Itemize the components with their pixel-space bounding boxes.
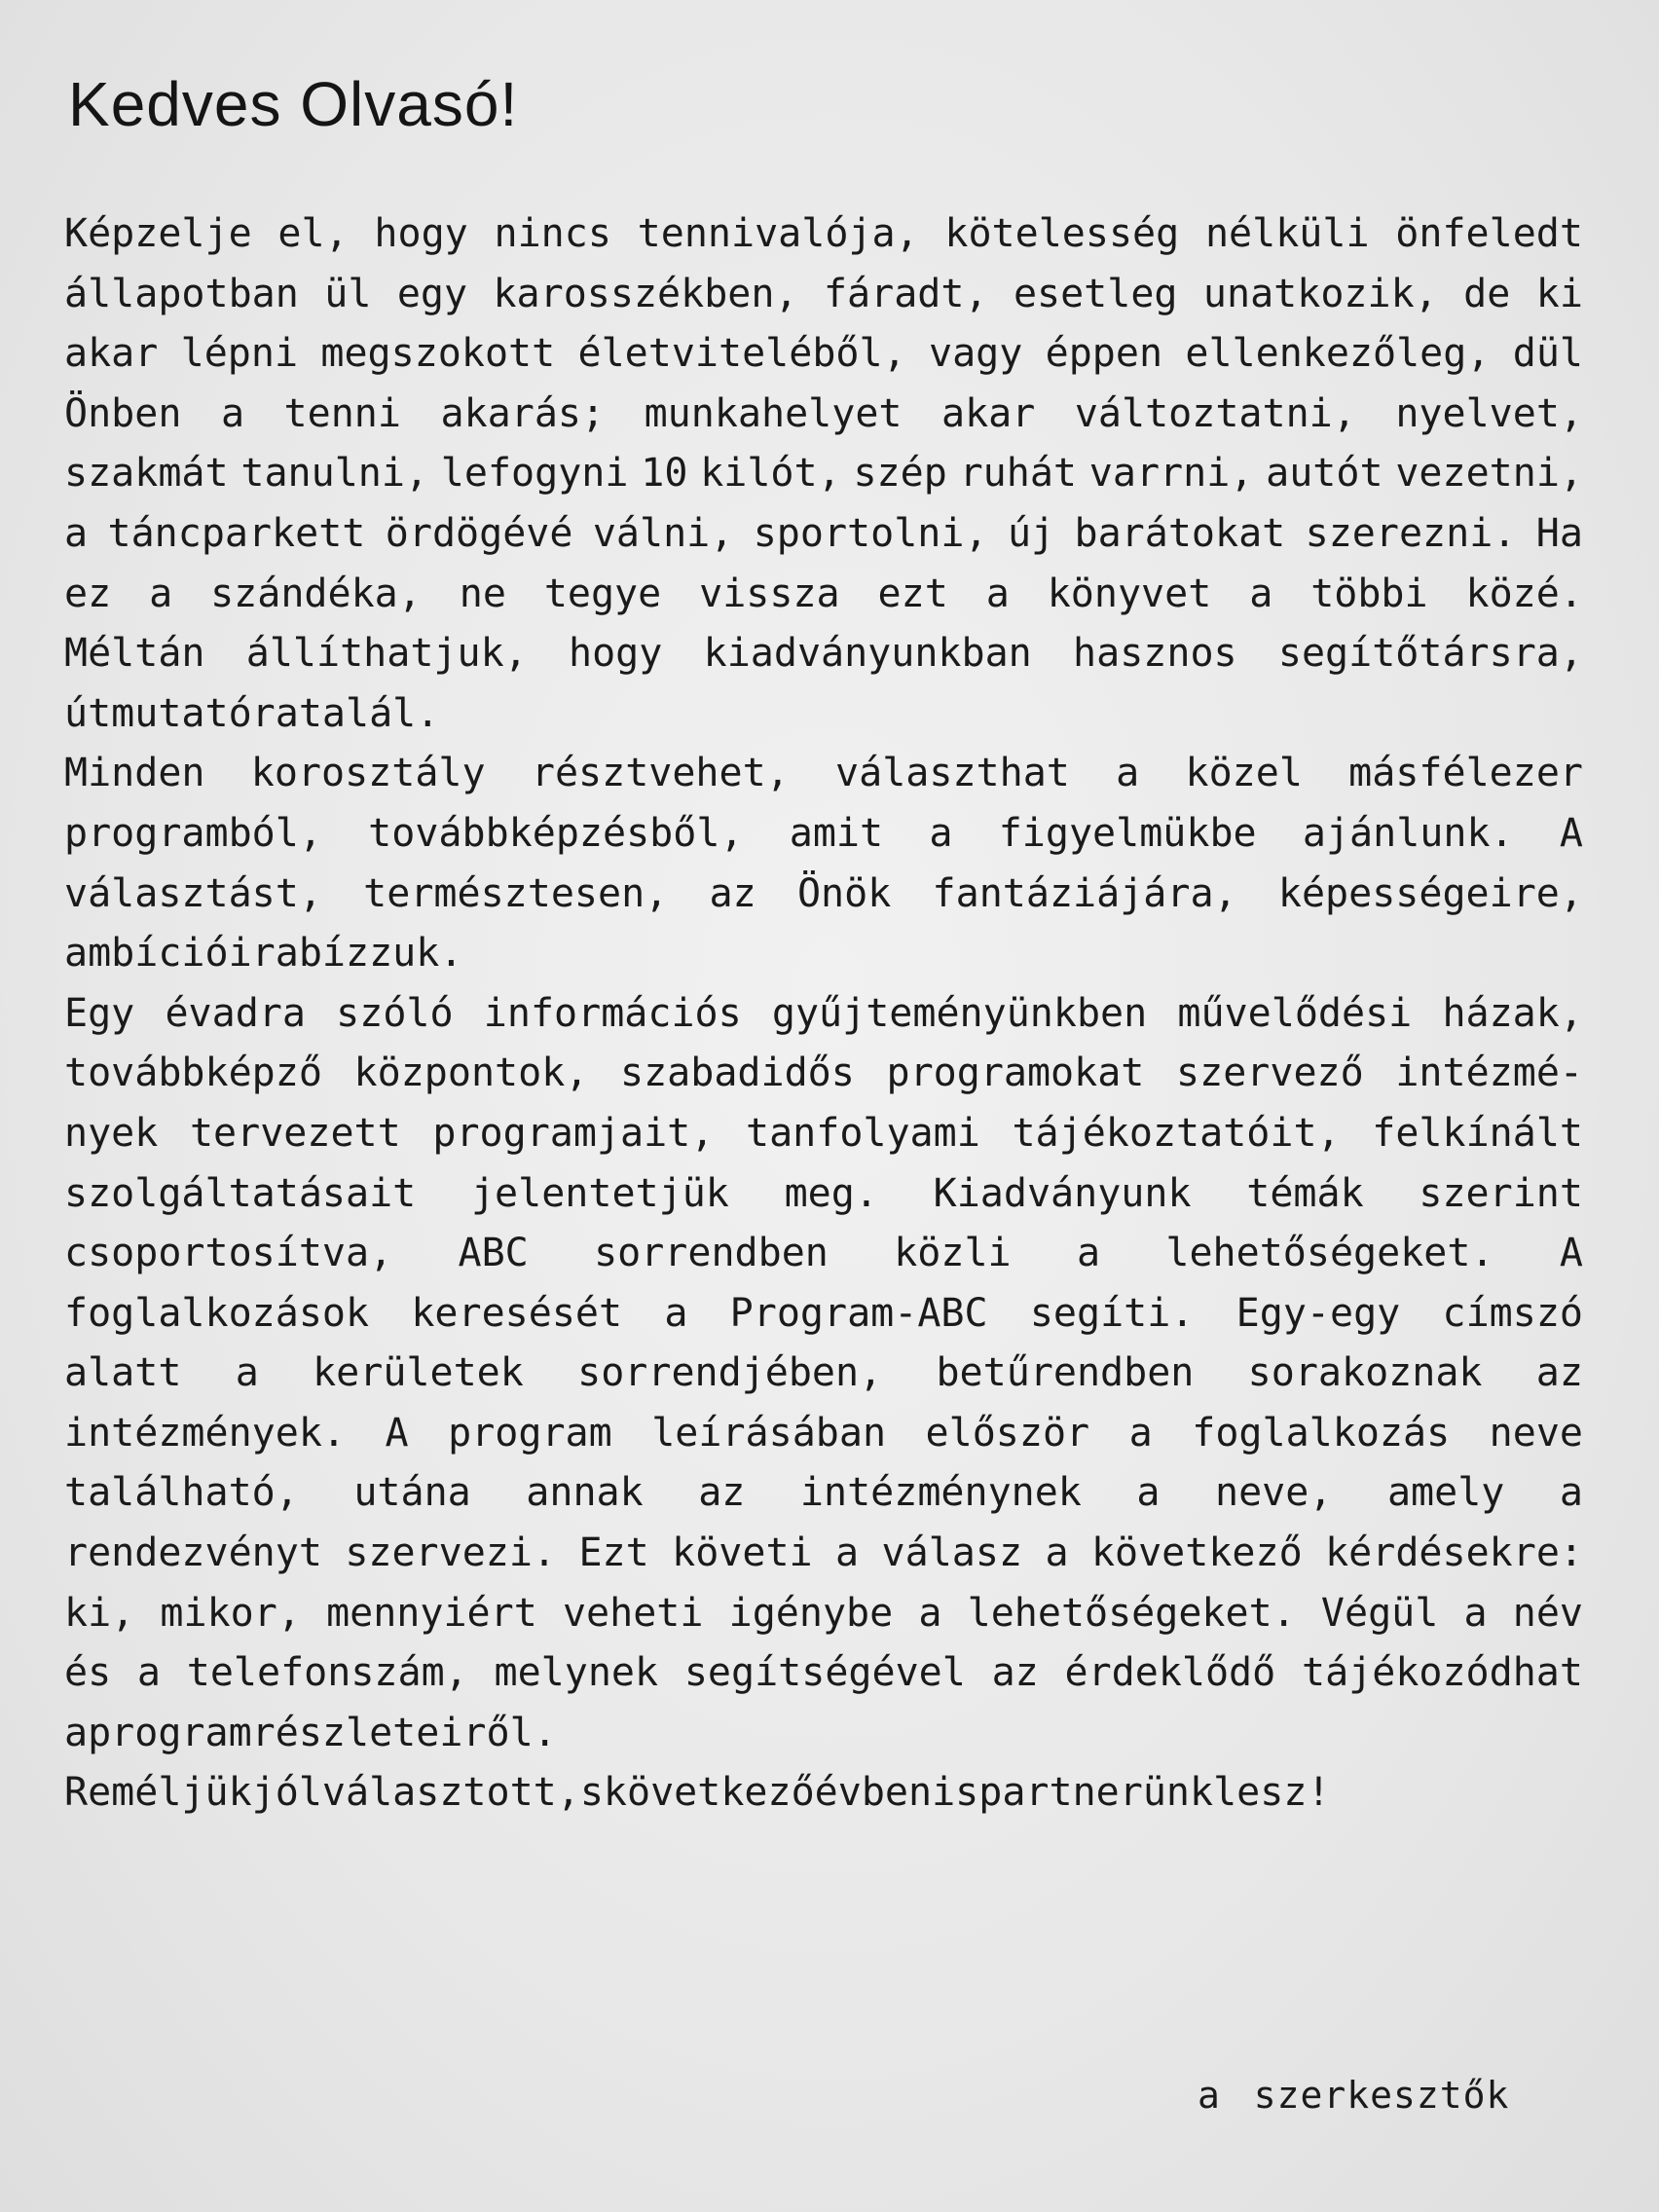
text-line: ez a szándéka, ne tegye vissza ezt a könyvet a többi közé. <box>64 571 1583 616</box>
text-line: a táncparkett ördögévé válni, sportolni, új barátokat szerezni. Ha <box>64 510 1583 556</box>
text-line: ki, mikor, mennyiért veheti igénybe a lehetőségeket. Végül a név <box>64 1590 1583 1636</box>
text-line: választást, természtesen, az Önök fantáziájára, képességeire, <box>64 870 1583 916</box>
text-line: Reméljük jól választott, s következő évben is partnerünk lesz ! <box>64 1770 1331 1816</box>
text-line: akar lépni megszokott életviteléből, vagy éppen ellenkezőleg, dül <box>64 331 1583 377</box>
text-line: szakmát tanulni, lefogyni 10 kilót, szép ruhát varrni, autót vezetni, <box>64 451 1583 497</box>
text-line: ambícióira bízzuk. <box>64 931 463 977</box>
text-line: Képzelje el, hogy nincs tennivalója, kötelesség nélküli önfeledt <box>64 211 1583 256</box>
text-line: foglalkozások keresését a Program-ABC segíti. Egy-egy címszó <box>64 1290 1583 1336</box>
text-line: Méltán állíthatjuk, hogy kiadványunkban hasznos segítőtársra, <box>64 631 1583 677</box>
text-line: útmutatóra talál. <box>64 690 440 736</box>
text-line: csoportosítva, ABC sorrendben közli a lehetőségeket. A <box>64 1231 1583 1276</box>
text-line: szolgáltatásait jelentetjük meg. Kiadványunk témák szerint <box>64 1170 1583 1216</box>
text-line: rendezvényt szervezi. Ezt követi a válasz a következő kérdésekre: <box>64 1530 1583 1576</box>
text-line: és a telefonszám, melynek segítségével az érdeklődő tájékozódhat <box>64 1650 1583 1696</box>
text-line: állapotban ül egy karosszékben, fáradt, esetleg unatkozik, de ki <box>64 271 1583 316</box>
text-line: programból, továbbképzésből, amit a figyelmükbe ajánlunk. A <box>64 810 1583 856</box>
page-title: Kedves Olvasó! <box>68 69 519 139</box>
text-line: Önben a tenni akarás; munkahelyet akar változtatni, nyelvet, <box>64 390 1583 436</box>
text-line: található, utána annak az intézménynek a neve, amely a <box>64 1470 1583 1516</box>
body-text <box>64 204 1583 1824</box>
text-line: intézmények. A program leírásában először a foglalkozás neve <box>64 1410 1583 1456</box>
signature: a szerkesztők <box>1198 2074 1510 2117</box>
text-line: Minden korosztály résztvehet, választhat a közel másfélezer <box>64 751 1583 796</box>
text-line: nyek tervezett programjait, tanfolyami tájékoztatóit, felkínált <box>64 1110 1583 1156</box>
text-line: Egy évadra szóló információs gyűjteményünkben művelődési házak, <box>64 990 1583 1036</box>
text-line: továbbképző központok, szabadidős programokat szervező intézmé- <box>64 1051 1583 1096</box>
text-line: a program részleteiről. <box>64 1710 557 1755</box>
text-line: alatt a kerületek sorrendjében, betűrendben sorakoznak az <box>64 1350 1583 1396</box>
